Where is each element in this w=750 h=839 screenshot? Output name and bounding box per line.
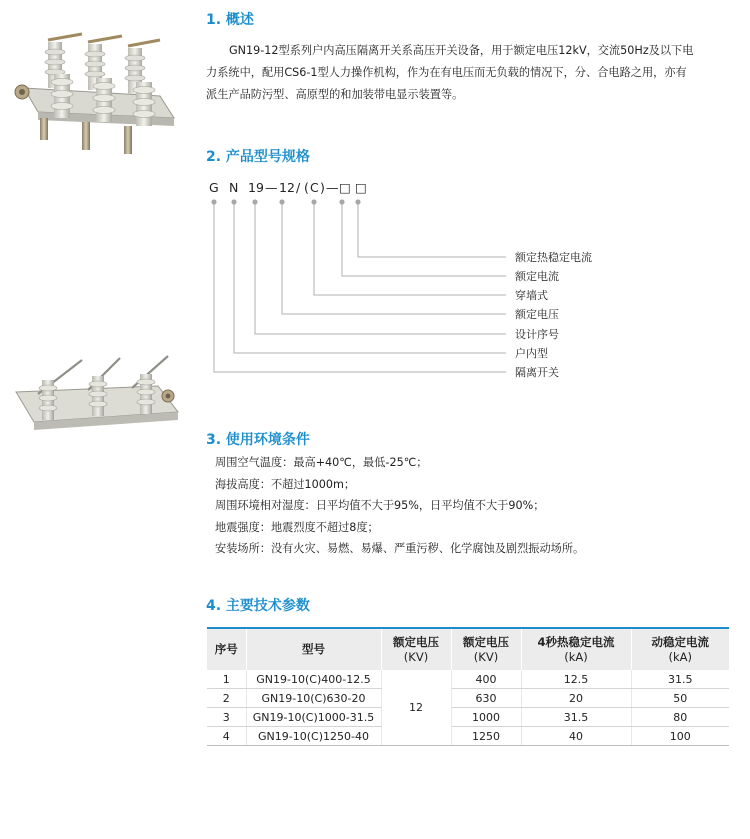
legend-thermal-current: 额定热稳定电流 [515,251,592,264]
model-char-box-2: □ [355,180,367,195]
condition-altitude: 海拔高度：不超过1000m； [215,477,356,491]
model-leader-lines [200,195,520,380]
section-conditions-heading: 3. 使用环境条件 [206,432,310,448]
product-image-front [10,22,182,162]
legend-rated-current: 额定电流 [515,270,559,283]
cell-model: GN19-10(C)400-12.5 [246,670,381,689]
condition-installation: 安装场所：没有火灾、易燃、易爆、严重污秽、化学腐蚀及剧烈振动场所。 [215,542,585,555]
cell-dynamic: 80 [631,708,729,727]
overview-line-1: GN19-12型系列户内高压隔离开关系高压开关设备，用于额定电压12kV，交流50Hz及以下电 [229,44,694,57]
model-char-paren-close: ) [320,180,325,195]
legend-rated-voltage: 额定电压 [515,308,559,321]
cell-shared-voltage: 12 [381,670,451,746]
model-char-dash-2: — [326,180,339,195]
cell-thermal: 40 [521,727,631,746]
legend-wall-type: 穿墙式 [515,289,548,302]
cell-dynamic: 31.5 [631,670,729,689]
section-overview-heading: 1. 概述 [206,12,254,28]
conditions-list [215,452,584,560]
legend-design-no: 设计序号 [515,328,559,341]
table-header-row [207,628,729,670]
header-thermal-l2: (kA) [564,649,588,664]
cell-dynamic: 100 [631,727,729,746]
header-dynamic-l2: (kA) [668,649,692,664]
model-char-c: C [310,180,319,195]
cell-thermal: 12.5 [521,670,631,689]
header-dynamic [631,628,729,670]
cell-no: 4 [207,727,246,746]
model-char-g: G [209,180,219,195]
overview-paragraph [206,40,741,106]
cell-no: 2 [207,689,246,708]
leader-dot-7 [355,199,360,204]
legend-isolator: 隔离开关 [515,366,559,379]
header-dynamic-l1: 动稳定电流 [651,634,709,649]
model-char-voltage: 12 [279,180,295,195]
header-model: 型号 [246,628,381,670]
cell-thermal: 31.5 [521,708,631,727]
cell-current: 1000 [451,708,521,727]
table-row [207,670,729,689]
header-voltage-l2: (KV) [403,649,429,664]
cell-thermal: 20 [521,689,631,708]
params-table [207,627,729,746]
leader-dot-5 [311,199,316,204]
model-char-slash: / [296,180,301,195]
cell-dynamic: 50 [631,689,729,708]
overview-line-3: 派生产品防污型、高原型的和加装带电显示装置等。 [206,88,464,101]
condition-humidity: 周围环境相对湿度：日平均值不大于95%，日平均值不大于90%； [215,499,545,512]
leader-dot-1 [211,199,216,204]
model-char-box-1: □ [339,180,351,195]
model-char-series: 19 [248,180,264,195]
cell-no: 3 [207,708,246,727]
leader-dot-6 [339,199,344,204]
cell-no: 1 [207,670,246,689]
header-current-l2: (KV) [473,649,499,664]
leader-dot-2 [231,199,236,204]
section-model-heading: 2. 产品型号规格 [206,149,310,165]
legend-indoor: 户内型 [515,347,548,360]
cell-model: GN19-10(C)1000-31.5 [246,708,381,727]
cell-current: 630 [451,689,521,708]
cell-current: 1250 [451,727,521,746]
model-char-n: N [229,180,239,195]
header-no: 序号 [207,628,246,670]
overview-line-2: 力系统中，配用CS6-1型人力操作机构，作为在有电压而无负载的情况下，分、合电路之用，亦有 [206,66,687,79]
condition-seismic: 地震强度：地震烈度不超过8度； [215,520,379,534]
cell-model: GN19-10(C)630-20 [246,689,381,708]
header-current [451,628,521,670]
table-row [207,727,729,746]
section-params-heading: 4. 主要技术参数 [206,598,310,614]
leader-dot-3 [252,199,257,204]
table-row [207,708,729,727]
condition-temperature: 周围空气温度：最高+40℃，最低-25℃； [215,456,428,469]
header-thermal-l1: 4秒热稳定电流 [537,634,615,649]
header-current-l1: 额定电压 [463,634,509,649]
model-char-paren-open: ( [304,180,309,195]
product-image-side [8,350,186,442]
header-voltage-l1: 额定电压 [393,634,439,649]
cell-model: GN19-10(C)1250-40 [246,727,381,746]
table-row [207,689,729,708]
model-char-dash-1: — [265,180,278,195]
header-thermal [521,628,631,670]
leader-dot-4 [279,199,284,204]
header-voltage [381,628,451,670]
cell-current: 400 [451,670,521,689]
